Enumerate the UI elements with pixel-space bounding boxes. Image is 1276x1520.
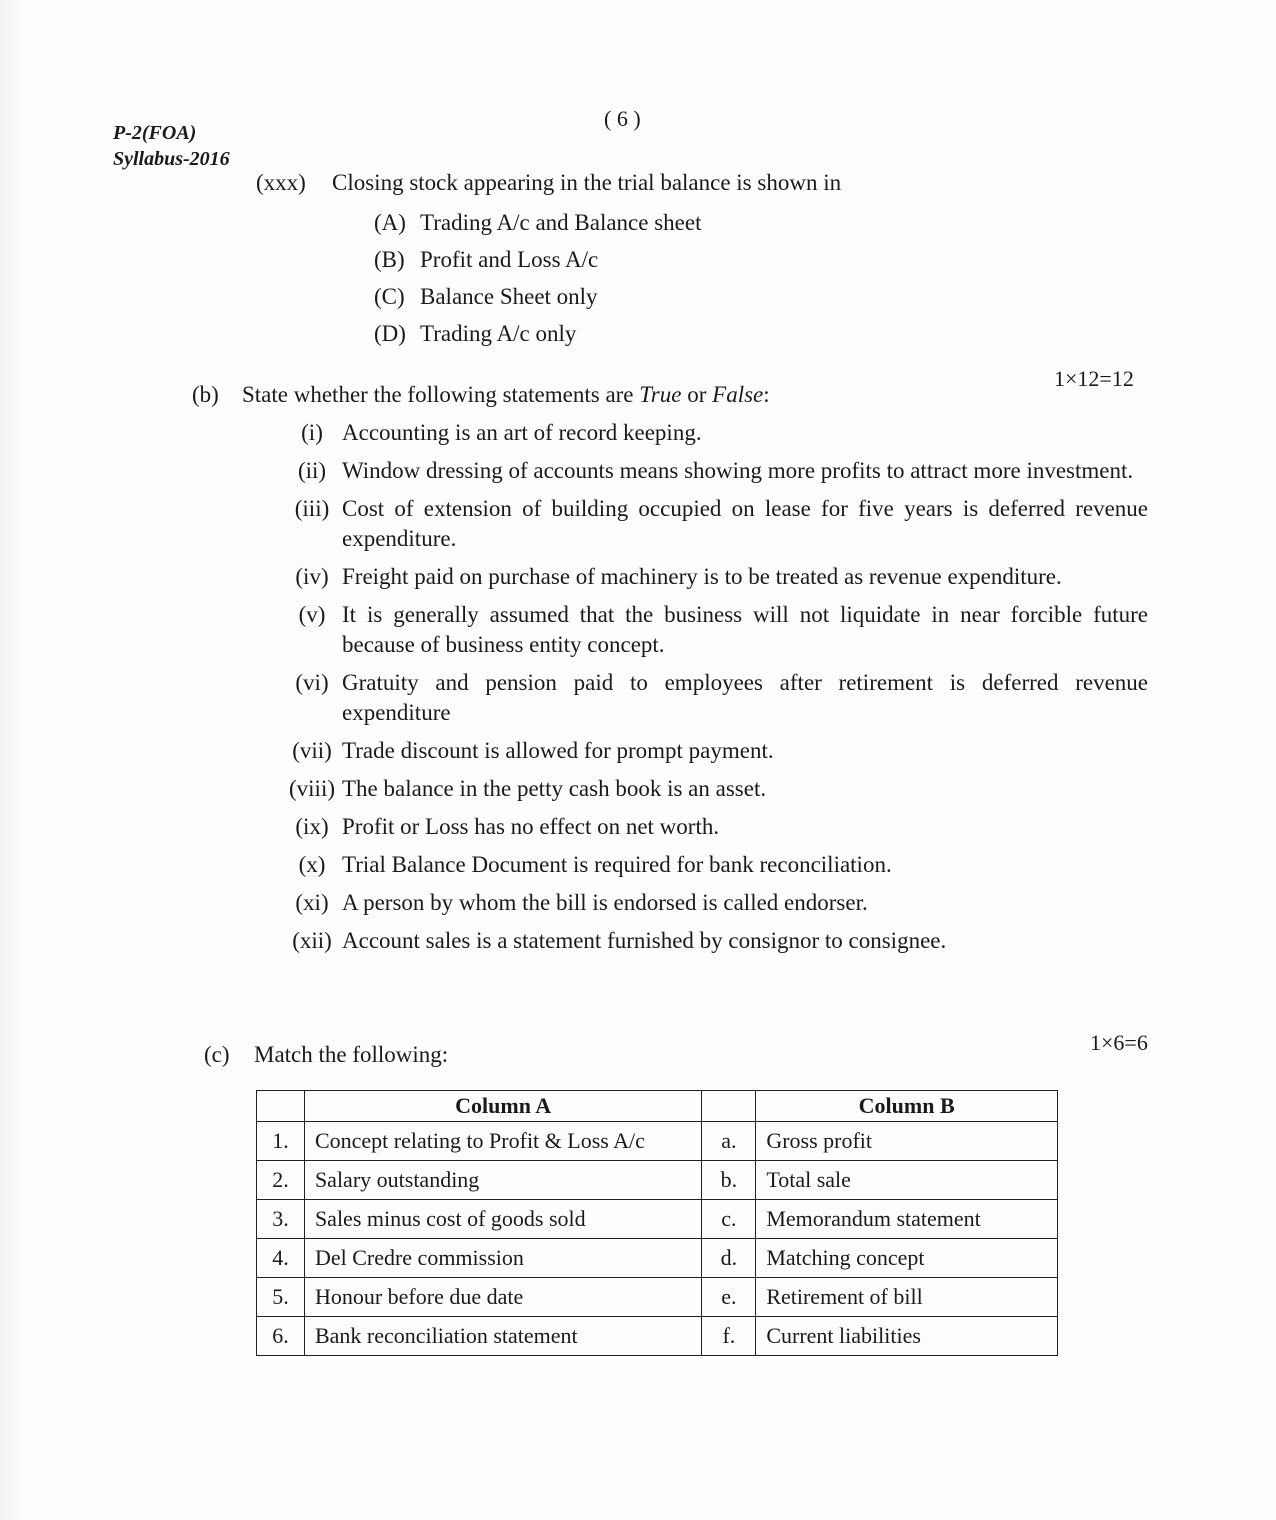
statement-number: (ii) xyxy=(297,458,327,483)
statement-text: A person by whom the bill is endorsed is called endorser. xyxy=(342,890,868,915)
statement-item xyxy=(282,562,1148,592)
option-text: Balance Sheet only xyxy=(420,284,598,309)
column-b-cell: Retirement of bill xyxy=(756,1278,1058,1317)
question-xxx xyxy=(256,168,841,198)
column-a-cell: Honour before due date xyxy=(304,1278,701,1317)
paper-header xyxy=(113,120,230,172)
match-table xyxy=(256,1090,1058,1356)
column-b-cell: Gross profit xyxy=(756,1122,1058,1161)
option-text: Trading A/c only xyxy=(420,321,577,346)
statement-item xyxy=(282,812,1148,842)
column-b-header: Column B xyxy=(756,1091,1058,1122)
statement-text: Account sales is a statement furnished by consignor to consignee. xyxy=(342,928,947,953)
question-text: Closing stock appearing in the trial balance is shown in xyxy=(332,170,842,195)
table-row xyxy=(257,1278,1058,1317)
option-text: Trading A/c and Balance sheet xyxy=(420,210,702,235)
statement-number: (v) xyxy=(298,602,326,627)
table-header-row xyxy=(257,1091,1058,1122)
statement-item xyxy=(282,850,1148,880)
paper-code: P-2(FOA) xyxy=(113,122,197,144)
instruction-end: : xyxy=(763,382,770,407)
options-list xyxy=(374,208,701,356)
column-a-cell: Bank reconciliation statement xyxy=(304,1317,701,1356)
statement-number: (ix) xyxy=(295,814,329,839)
false-word: False xyxy=(712,382,764,407)
statement-text: Trade discount is allowed for prompt payment. xyxy=(342,738,774,763)
option-a xyxy=(374,208,701,245)
row-letter: f. xyxy=(702,1317,756,1356)
row-number: 4. xyxy=(257,1239,305,1278)
statement-text: The balance in the petty cash book is an asset. xyxy=(342,776,767,801)
column-a-cell: Salary outstanding xyxy=(304,1161,701,1200)
instruction-text: Match the following: xyxy=(254,1042,449,1067)
column-a-header: Column A xyxy=(304,1091,701,1122)
statement-item xyxy=(282,926,1148,956)
option-c xyxy=(374,282,701,319)
header-cell-blank xyxy=(702,1091,756,1122)
statement-text: Freight paid on purchase of machinery is to be treated as revenue expenditure. xyxy=(342,564,1062,589)
section-label: (b) xyxy=(192,382,219,407)
column-a-cell: Sales minus cost of goods sold xyxy=(304,1200,701,1239)
statement-number: (i) xyxy=(301,420,323,445)
option-d xyxy=(374,319,701,356)
row-letter: e. xyxy=(702,1278,756,1317)
statement-item xyxy=(282,668,1148,728)
statement-item xyxy=(282,774,1148,804)
statement-number: (vi) xyxy=(295,670,329,695)
option-label: (A) xyxy=(374,210,406,235)
row-number: 6. xyxy=(257,1317,305,1356)
statement-number: (viii) xyxy=(289,776,335,801)
statement-number: (x) xyxy=(298,852,326,877)
statements-list xyxy=(282,418,1148,964)
statement-number: (xi) xyxy=(295,890,329,915)
table-row xyxy=(257,1200,1058,1239)
section-label: (c) xyxy=(204,1042,230,1067)
statement-number: (iv) xyxy=(295,564,329,589)
statement-number: (iii) xyxy=(294,496,330,521)
row-number: 5. xyxy=(257,1278,305,1317)
header-cell-blank xyxy=(257,1091,305,1122)
option-text: Profit and Loss A/c xyxy=(420,247,599,272)
column-a-cell: Concept relating to Profit & Loss A/c xyxy=(304,1122,701,1161)
statement-item xyxy=(282,456,1148,486)
table-row xyxy=(257,1317,1058,1356)
table-row xyxy=(257,1161,1058,1200)
statement-text: Gratuity and pension paid to employees after retirement is deferred revenue expenditure xyxy=(342,670,1148,725)
row-letter: a. xyxy=(702,1122,756,1161)
option-label: (C) xyxy=(374,284,405,309)
table-row xyxy=(257,1122,1058,1161)
true-word: True xyxy=(639,382,682,407)
statement-item xyxy=(282,494,1148,554)
statement-text: Trial Balance Document is required for bank reconciliation. xyxy=(342,852,892,877)
statement-text: It is generally assumed that the business will not liquidate in near forcible future because of business entity concept. xyxy=(342,602,1148,657)
statement-item xyxy=(282,600,1148,660)
statement-text: Accounting is an art of record keeping. xyxy=(342,420,702,445)
column-a-cell: Del Credre commission xyxy=(304,1239,701,1278)
instruction-start: State whether the following statements are xyxy=(242,382,640,407)
section-b-marks: 1×12=12 xyxy=(1054,366,1134,391)
row-letter: d. xyxy=(702,1239,756,1278)
section-c-heading xyxy=(204,1040,448,1070)
row-letter: c. xyxy=(702,1200,756,1239)
or-word: or xyxy=(681,382,713,407)
option-label: (D) xyxy=(374,321,406,346)
statement-number: (xii) xyxy=(292,928,332,953)
column-b-cell: Matching concept xyxy=(756,1239,1058,1278)
statement-item xyxy=(282,736,1148,766)
row-number: 2. xyxy=(257,1161,305,1200)
table-row xyxy=(257,1239,1058,1278)
column-b-cell: Current liabilities xyxy=(756,1317,1058,1356)
statement-text: Window dressing of accounts means showing more profits to attract more investment. xyxy=(342,458,1134,483)
column-b-cell: Memorandum statement xyxy=(756,1200,1058,1239)
row-number: 1. xyxy=(257,1122,305,1161)
option-label: (B) xyxy=(374,247,405,272)
option-b xyxy=(374,245,701,282)
section-c-marks: 1×6=6 xyxy=(1090,1030,1148,1055)
section-b-heading xyxy=(192,380,770,410)
syllabus-label: Syllabus-2016 xyxy=(113,148,230,170)
statement-item xyxy=(282,418,1148,448)
question-number: (xxx) xyxy=(256,170,306,195)
page-number: ( 6 ) xyxy=(604,106,641,131)
statement-text: Profit or Loss has no effect on net worth. xyxy=(342,814,720,839)
column-b-cell: Total sale xyxy=(756,1161,1058,1200)
statement-text: Cost of extension of building occupied on lease for five years is deferred revenue expenditure. xyxy=(342,496,1148,551)
row-letter: b. xyxy=(702,1161,756,1200)
statement-item xyxy=(282,888,1148,918)
row-number: 3. xyxy=(257,1200,305,1239)
statement-number: (vii) xyxy=(292,738,332,763)
